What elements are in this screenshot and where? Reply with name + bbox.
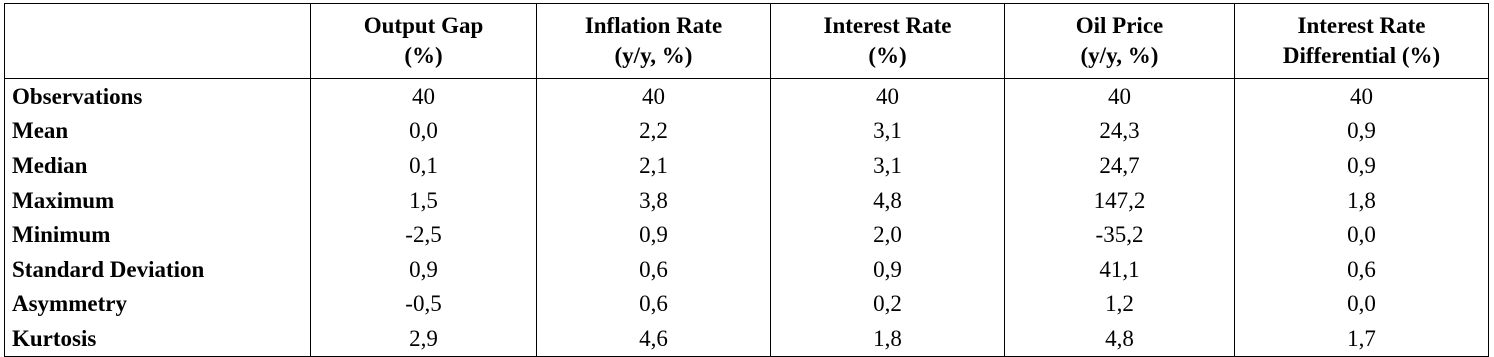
column-header-output-gap <box>311 4 537 79</box>
table-cell: 41,1 <box>1005 252 1235 287</box>
table-cell: 0,9 <box>771 252 1005 287</box>
table-row-observations <box>5 79 1489 114</box>
table-cell: 0,0 <box>1235 287 1489 322</box>
column-header-oil-price <box>1005 4 1235 79</box>
table-cell: 0,6 <box>537 252 771 287</box>
column-header-interest-rate-differential <box>1235 4 1489 79</box>
table-cell: 4,8 <box>1005 321 1235 356</box>
row-label: Observations <box>5 79 311 114</box>
table-cell: 0,9 <box>537 217 771 252</box>
table-row-minimum <box>5 217 1489 252</box>
table-cell: 2,1 <box>537 148 771 183</box>
column-header-inflation-rate <box>537 4 771 79</box>
table-cell: 1,8 <box>771 321 1005 356</box>
table-cell: 1,5 <box>311 183 537 218</box>
column-header-line2: (%) <box>404 43 443 68</box>
table-cell: 0,9 <box>311 252 537 287</box>
table-cell: 3,8 <box>537 183 771 218</box>
table-cell: 147,2 <box>1005 183 1235 218</box>
header-row <box>5 4 1489 79</box>
row-label: Kurtosis <box>5 321 311 356</box>
table-cell: 0,2 <box>771 287 1005 322</box>
table-cell: 40 <box>1005 79 1235 114</box>
table-cell: 40 <box>1235 79 1489 114</box>
row-label: Minimum <box>5 217 311 252</box>
column-header-line1: Oil Price <box>1075 13 1164 38</box>
table-cell: -0,5 <box>311 287 537 322</box>
table-row-maximum <box>5 183 1489 218</box>
row-label: Asymmetry <box>5 287 311 322</box>
row-label: Maximum <box>5 183 311 218</box>
table-cell: 0,9 <box>1235 114 1489 149</box>
row-label: Standard Deviation <box>5 252 311 287</box>
table-row-kurtosis <box>5 321 1489 356</box>
column-header-line2: Differential (%) <box>1282 43 1441 68</box>
column-header-line2: (%) <box>868 43 907 68</box>
table-cell: 3,1 <box>771 114 1005 149</box>
column-header-line2: (y/y, %) <box>614 43 693 68</box>
column-header-line1: Output Gap <box>363 13 484 38</box>
table-row-median <box>5 148 1489 183</box>
table-cell: 0,0 <box>1235 217 1489 252</box>
table-cell: 40 <box>537 79 771 114</box>
table-cell: 4,6 <box>537 321 771 356</box>
table-cell: 2,2 <box>537 114 771 149</box>
row-label: Median <box>5 148 311 183</box>
column-header-line2: (y/y, %) <box>1080 43 1159 68</box>
table-cell: 0,0 <box>311 114 537 149</box>
table-row-asymmetry <box>5 287 1489 322</box>
table-row-mean <box>5 114 1489 149</box>
table-cell: 0,9 <box>1235 148 1489 183</box>
column-header-line1: Interest Rate <box>1297 13 1426 38</box>
table-cell: -2,5 <box>311 217 537 252</box>
column-header-interest-rate <box>771 4 1005 79</box>
table-cell: 3,1 <box>771 148 1005 183</box>
header-corner-cell <box>5 4 311 79</box>
table-cell: 1,8 <box>1235 183 1489 218</box>
table-cell: 4,8 <box>771 183 1005 218</box>
table-cell: 0,1 <box>311 148 537 183</box>
column-header-line1: Inflation Rate <box>584 13 723 38</box>
table-cell: 2,9 <box>311 321 537 356</box>
statistics-table-container <box>4 3 1489 357</box>
table-cell: 1,2 <box>1005 287 1235 322</box>
table-cell: 24,3 <box>1005 114 1235 149</box>
table-cell: -35,2 <box>1005 217 1235 252</box>
table-cell: 0,6 <box>537 287 771 322</box>
descriptive-statistics-table <box>4 3 1489 357</box>
table-cell: 1,7 <box>1235 321 1489 356</box>
table-row-standard-deviation <box>5 252 1489 287</box>
table-cell: 0,6 <box>1235 252 1489 287</box>
table-cell: 40 <box>311 79 537 114</box>
table-cell: 40 <box>771 79 1005 114</box>
column-header-line1: Interest Rate <box>823 13 952 38</box>
row-label: Mean <box>5 114 311 149</box>
table-cell: 24,7 <box>1005 148 1235 183</box>
table-cell: 2,0 <box>771 217 1005 252</box>
